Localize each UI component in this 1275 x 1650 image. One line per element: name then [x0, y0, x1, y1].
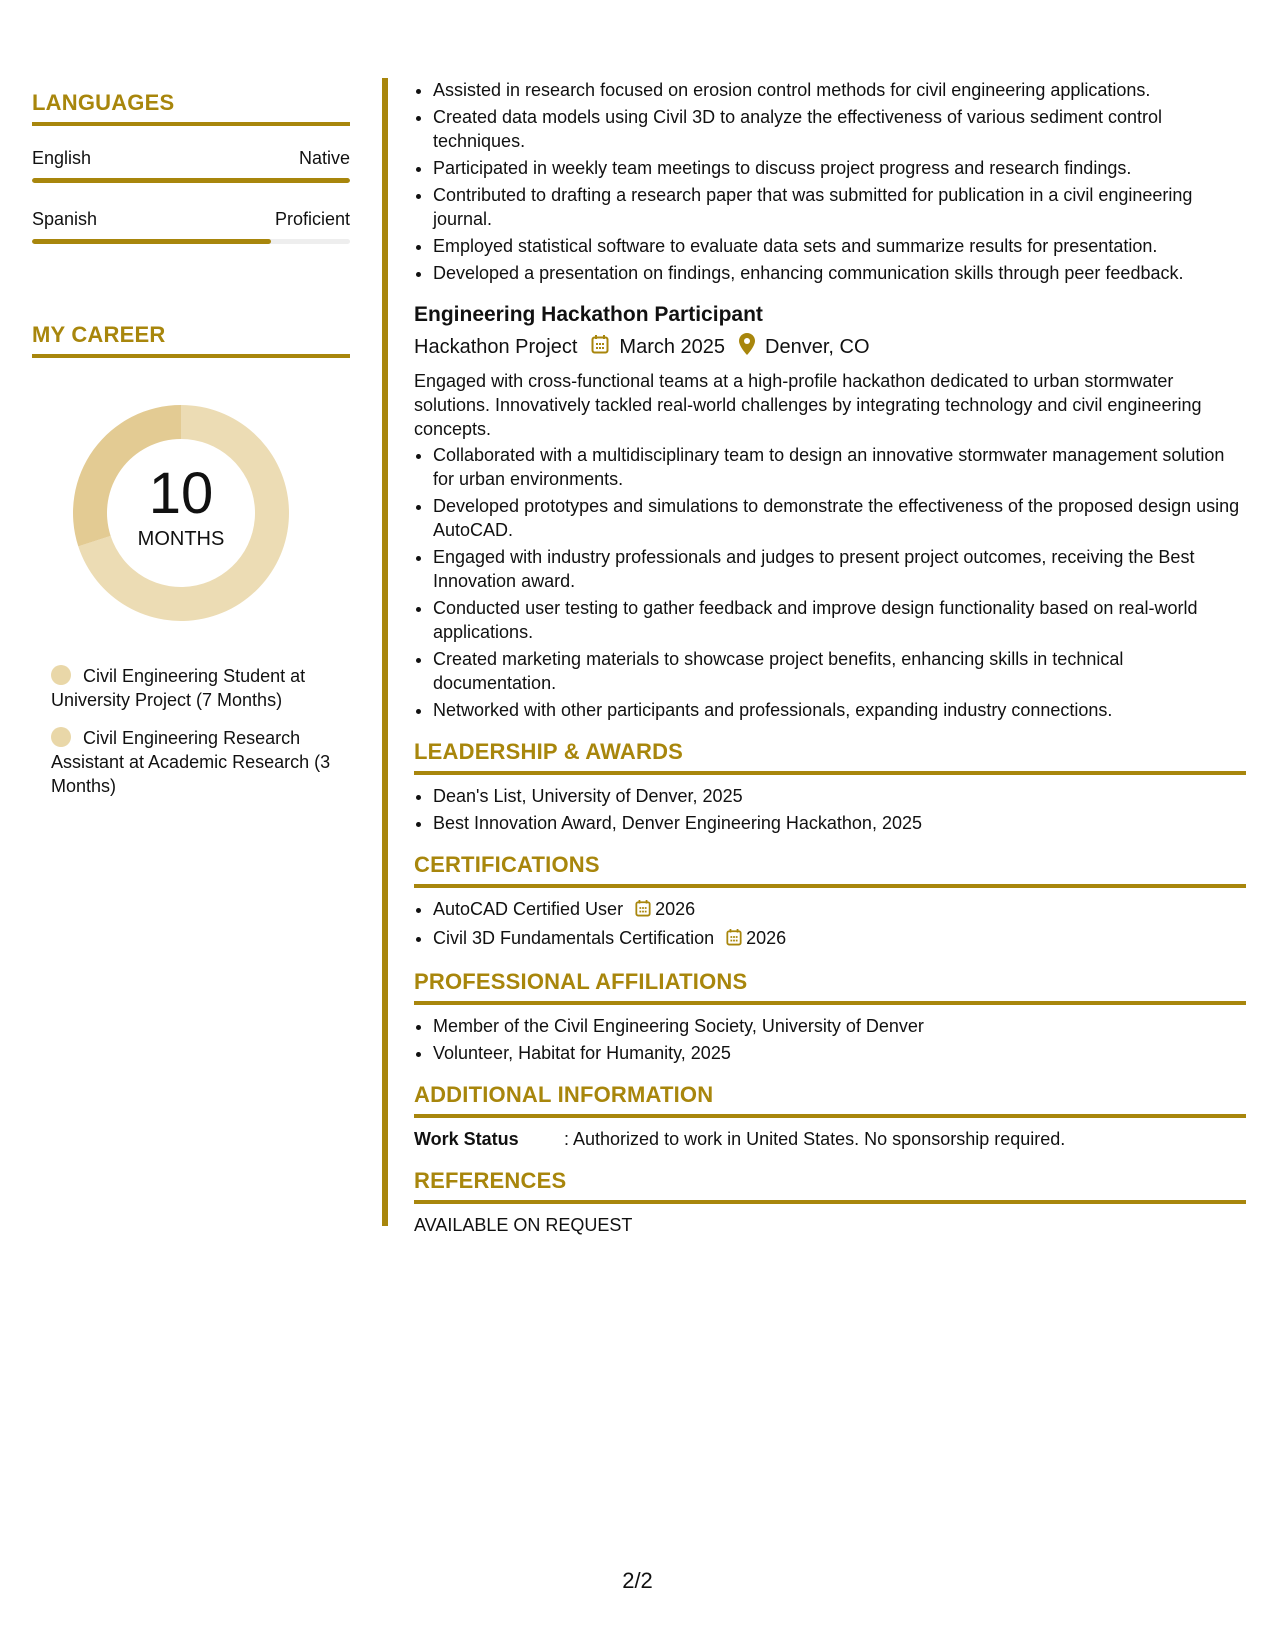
- list-item: • Participated in weekly team meetings to discuss project progress and research findings.: [433, 156, 1246, 180]
- language-proficiency-bar: [32, 178, 350, 183]
- language-level: Native: [298, 148, 350, 168]
- certifications-list: [414, 897, 1246, 952]
- list-item: • Dean's List, University of Denver, 2025: [433, 784, 1246, 808]
- career-total-months: 10: [148, 461, 214, 526]
- career-heading: MY CAREER: [32, 322, 350, 358]
- references-heading: REFERENCES: [414, 1168, 1246, 1204]
- sidebar: [32, 90, 350, 812]
- calendar-icon: [726, 928, 742, 952]
- list-item: • Developed prototypes and simulations to demonstrate the effectiveness of the proposed design using AutoCAD.: [433, 494, 1246, 542]
- calendar-icon: [591, 334, 609, 360]
- language-level: Proficient: [274, 209, 350, 229]
- awards-list: [414, 784, 1246, 835]
- list-item: • Networked with other participants and professionals, expanding industry connections.: [433, 698, 1246, 722]
- affiliations-heading: PROFESSIONAL AFFILIATIONS: [414, 969, 1246, 1005]
- list-item: • Conducted user testing to gather feedback and improve design functionality based on real-world applications.: [433, 596, 1246, 644]
- cert-year: 2026: [746, 928, 787, 948]
- job-organization: Hackathon Project: [414, 335, 578, 358]
- vertical-divider: [382, 78, 388, 1226]
- references-text: AVAILABLE ON REQUEST: [414, 1215, 633, 1235]
- awards-heading: LEADERSHIP & AWARDS: [414, 739, 1246, 775]
- language-name: Spanish: [32, 209, 98, 229]
- job-description: Engaged with cross-functional teams at a high-profile hackathon dedicated to urban stormwater solutions. Innovatively tackled real-world challenges by integrating technology and civil engineering concepts.: [414, 371, 1202, 439]
- language-proficiency-fill: [32, 178, 350, 183]
- list-item: • Developed a presentation on findings, enhancing communication skills through peer feedback.: [433, 261, 1246, 285]
- languages-heading: LANGUAGES: [32, 90, 350, 126]
- list-item: [433, 926, 1246, 952]
- work-status-value: : Authorized to work in United States. No sponsorship required.: [564, 1129, 1066, 1149]
- list-item: • Engaged with industry professionals and judges to present project outcomes, receiving the Best Innovation award.: [433, 545, 1246, 593]
- map-pin-icon: [739, 333, 755, 361]
- career-legend: [51, 664, 341, 798]
- list-item: • Volunteer, Habitat for Humanity, 2025: [433, 1041, 1246, 1065]
- job-location: Denver, CO: [765, 335, 870, 358]
- certifications-heading: CERTIFICATIONS: [414, 852, 1246, 888]
- language-proficiency-bar: [32, 239, 350, 244]
- list-item: • Collaborated with a multidisciplinary team to design an innovative stormwater management solution for urban environments.: [433, 443, 1246, 491]
- affiliations-list: [414, 1014, 1246, 1065]
- list-item: • Best Innovation Award, Denver Engineering Hackathon, 2025: [433, 811, 1246, 835]
- cert-year: 2026: [655, 899, 696, 919]
- work-status-label: Work Status: [414, 1129, 519, 1149]
- list-item: • Employed statistical software to evaluate data sets and summarize results for presentation.: [433, 234, 1246, 258]
- language-name: English: [32, 148, 92, 168]
- job-meta: [414, 333, 1246, 361]
- language-item-english: [32, 148, 350, 183]
- list-item: [433, 897, 1246, 923]
- job-title: Engineering Hackathon Participant: [414, 303, 763, 326]
- main-column: [414, 78, 1246, 1237]
- list-item: • Member of the Civil Engineering Society, University of Denver: [433, 1014, 1246, 1038]
- legend-dot-icon: [51, 727, 71, 747]
- language-item-spanish: [32, 209, 350, 244]
- legend-dot-icon: [51, 665, 71, 685]
- list-item: • Assisted in research focused on erosion control methods for civil engineering applications.: [433, 78, 1246, 102]
- career-legend-item: Civil Engineering Student at University Project (7 Months): [51, 666, 306, 710]
- career-donut-chart: [66, 398, 296, 628]
- calendar-icon: [635, 899, 651, 923]
- work-status-row: [414, 1127, 1246, 1151]
- list-item: • Created marketing materials to showcase project benefits, enhancing skills in technical documentation.: [433, 647, 1246, 695]
- cert-name: Civil 3D Fundamentals Certification: [433, 928, 715, 948]
- language-proficiency-fill: [32, 239, 271, 244]
- job-date: March 2025: [619, 335, 726, 358]
- cert-name: AutoCAD Certified User: [433, 899, 624, 919]
- research-bullets: [414, 78, 1246, 285]
- career-legend-item: Civil Engineering Research Assistant at Academic Research (3 Months): [51, 728, 331, 796]
- page-number: 2/2: [622, 1568, 653, 1593]
- list-item: • Contributed to drafting a research paper that was submitted for publication in a civil engineering journal.: [433, 183, 1246, 231]
- career-months-unit: MONTHS: [137, 528, 225, 550]
- list-item: • Created data models using Civil 3D to analyze the effectiveness of various sediment control techniques.: [433, 105, 1246, 153]
- additional-info-heading: ADDITIONAL INFORMATION: [414, 1082, 1246, 1118]
- hackathon-bullets: [414, 443, 1246, 722]
